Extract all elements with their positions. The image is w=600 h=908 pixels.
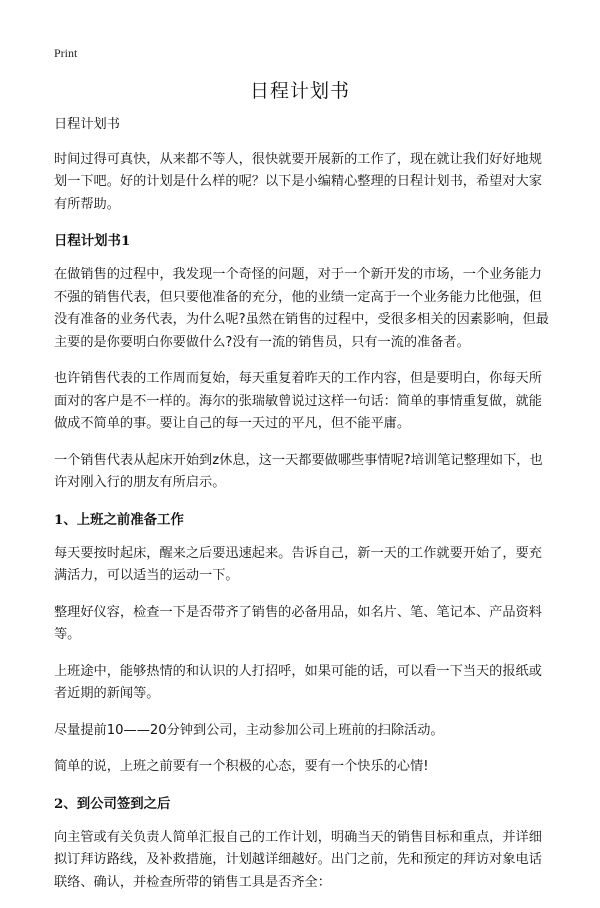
paragraph: 尽量提前10——20分钟到公司，主动参加公司上班前的扫除活动。 [54, 722, 444, 738]
paragraph: 简单的说，上班之前要有一个积极的心态，要有一个快乐的心情! [54, 759, 429, 774]
print-link[interactable]: Print [54, 46, 78, 60]
section-heading: 日程计划书1 [54, 233, 131, 249]
paragraph: 也许销售代表的工作周而复始，每天重复着昨天的工作内容，但是要明白，你每天所面对的客户是不一样的。海尔的张瑞敏曾说过这样一句话：简单的事情重复做，就能做成不简单的事。要让自己的每一天过的平凡，但不能平庸。 [54, 371, 542, 431]
paragraph: 在做销售的过程中，我发现一个奇怪的问题，对于一个新开发的市场，一个业务能力不强的销售代表，但只要他准备的充分，他的业绩一定高于一个业务能力比他强，但没有准备的业务代表，为什么呢?虽然在销售的过程中，受很多相关的因素影响，但最主要的是你要明白你要做什么?没有一流的销售员，只有一流的准备者。 [54, 267, 549, 350]
paragraph: 一个销售代表从起床开始到z休息，这一天都要做哪些事情呢?培训笔记整理如下，也许对刚入行的朋友有所启示。 [54, 452, 543, 490]
paragraph: 上班途中，能够热情的和认识的人打招呼，如果可能的话，可以看一下当天的报纸或者近期的新闻等。 [54, 663, 542, 701]
document-title: 日程计划书 [249, 80, 350, 102]
intro-paragraph: 时间过得可真快，从来都不等人，很快就要开展新的工作了，现在就让我们好好地规划一下吧。好的计划是什么样的呢？以下是小编精心整理的日程计划书，希望对大家有所帮助。 [54, 151, 542, 212]
paragraph: 向主管或有关负责人简单汇报自己的工作计划，明确当天的销售目标和重点，并详细拟订拜访路线，及补救措施，计划越详细越好。出门之前，先和预定的拜访对象电话联络、确认，并检查所带的销售工具是否齐全： [54, 829, 542, 890]
paragraph: 整理好仪容，检查一下是否带齐了销售的必备用品，如名片、笔、笔记本、产品资料等。 [54, 604, 542, 642]
subsection-heading: 1、上班之前准备工作 [54, 511, 184, 528]
subsection-heading: 2、到公司签到之后 [54, 795, 171, 812]
document-body [54, 114, 550, 908]
document-subtitle: 日程计划书 [54, 117, 120, 132]
paragraph: 每天要按时起床，醒来之后要迅速起来。告诉自己，新一天的工作就要开始了，要充满活力，可以适当的运动一下。 [54, 545, 542, 583]
